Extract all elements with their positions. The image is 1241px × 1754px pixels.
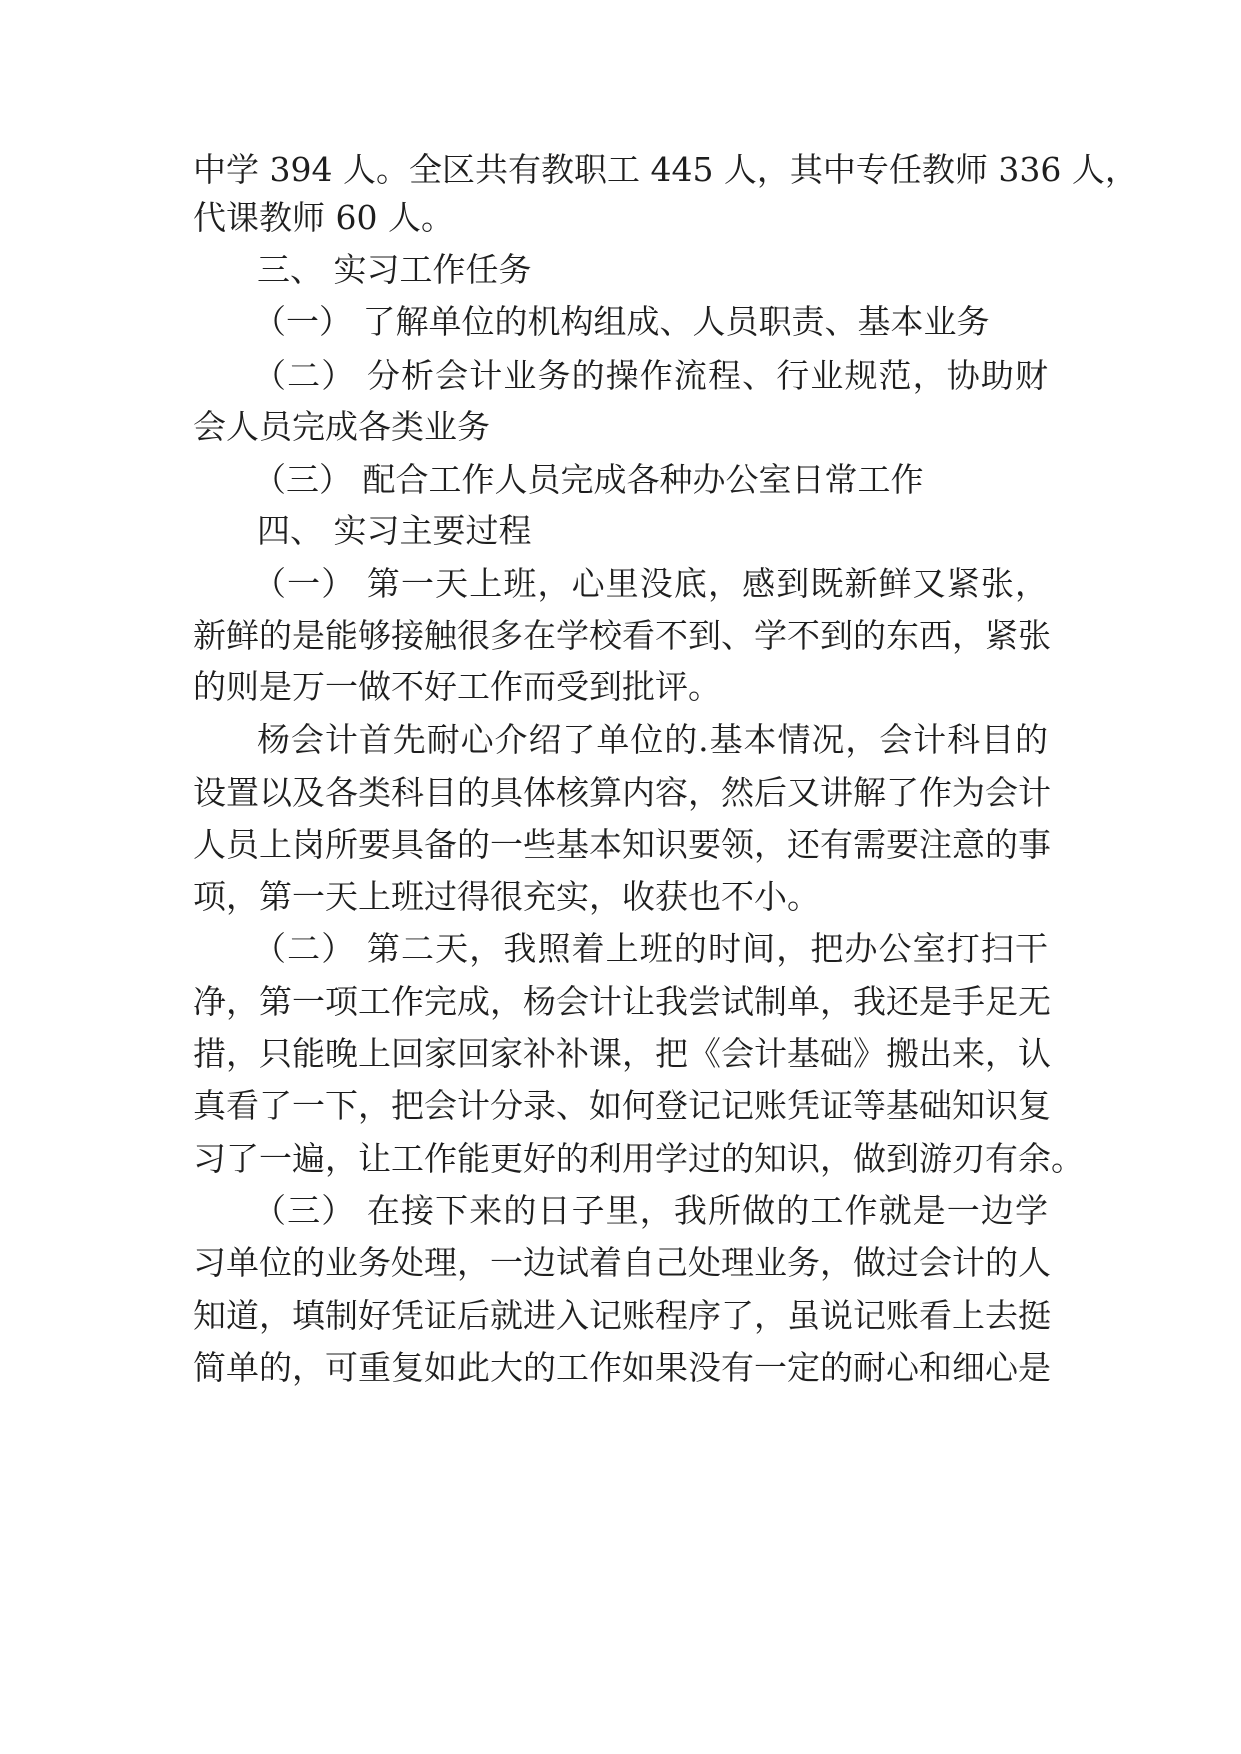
- list-item-3-1: （一） 了解单位的机构组成、人员职责、基本业务: [253, 302, 990, 341]
- paragraph-4-3-line-4: 简单的，可重复如此大的工作如果没有一定的耐心和细心是: [193, 1348, 1051, 1387]
- paragraph-4-1-line-1: （一） 第一天上班，心里没底，感到既新鲜又紧张，: [253, 564, 1048, 603]
- paragraph-4-2-line-1: （二） 第二天，我照着上班的时间，把办公室打扫干: [253, 929, 1048, 968]
- paragraph-4-2-line-5: 习了一遍，让工作能更好的利用学过的知识，做到游刃有余。: [193, 1139, 1084, 1178]
- section-heading-4: 四、 实习主要过程: [257, 511, 532, 550]
- text-line-2: 代课教师 60 人。: [193, 198, 454, 237]
- paragraph-yang-line-2: 设置以及各类科目的具体核算内容，然后又讲解了作为会计: [193, 773, 1051, 812]
- paragraph-4-2-line-3: 措，只能晚上回家回家补补课，把《会计基础》搬出来，认: [193, 1034, 1051, 1073]
- list-item-3-2: （二） 分析会计业务的操作流程、行业规范，协助财: [253, 356, 1048, 395]
- paragraph-yang-line-1: 杨会计首先耐心介绍了单位的.基本情况，会计科目的: [257, 720, 1048, 759]
- list-item-3-2-cont: 会人员完成各类业务: [193, 407, 490, 446]
- paragraph-yang-line-4: 项，第一天上班过得很充实，收获也不小。: [193, 877, 820, 916]
- paragraph-4-1-line-2: 新鲜的是能够接触很多在学校看不到、学不到的东西，紧张: [193, 616, 1051, 655]
- paragraph-yang-line-3: 人员上岗所要具备的一些基本知识要领，还有需要注意的事: [193, 825, 1051, 864]
- paragraph-4-3-line-1: （三） 在接下来的日子里，我所做的工作就是一边学: [253, 1191, 1048, 1230]
- paragraph-4-3-line-2: 习单位的业务处理，一边试着自己处理业务，做过会计的人: [193, 1243, 1051, 1282]
- paragraph-4-1-line-3: 的则是万一做不好工作而受到批评。: [193, 667, 721, 706]
- text-line-1: 中学 394 人。全区共有教职工 445 人，其中专任教师 336 人，: [193, 150, 1138, 189]
- section-heading-3: 三、 实习工作任务: [257, 250, 532, 289]
- paragraph-4-3-line-3: 知道，填制好凭证后就进入记账程序了，虽说记账看上去挺: [193, 1296, 1051, 1335]
- paragraph-4-2-line-4: 真看了一下，把会计分录、如何登记记账凭证等基础知识复: [193, 1086, 1051, 1125]
- paragraph-4-2-line-2: 净，第一项工作完成，杨会计让我尝试制单，我还是手足无: [193, 982, 1051, 1021]
- list-item-3-3: （三） 配合工作人员完成各种办公室日常工作: [253, 460, 924, 499]
